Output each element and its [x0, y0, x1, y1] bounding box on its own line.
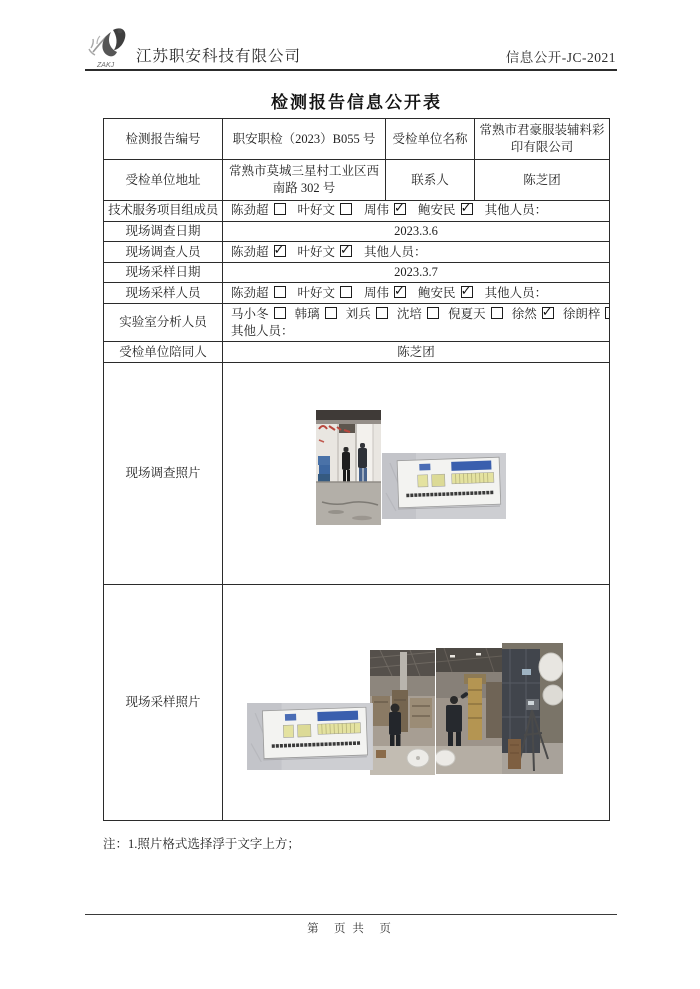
checkbox[interactable]	[394, 203, 406, 215]
lab-staff-label: 实验室分析人员	[119, 315, 207, 330]
member-item	[397, 307, 441, 321]
member-name: 刘兵	[345, 306, 371, 321]
photo-notice-board-survey	[382, 453, 506, 519]
sampling-photos-label: 现场采样照片	[125, 695, 201, 710]
unit-name-value: 常熟市君豪服装辅料彩印有限公司	[474, 119, 609, 159]
member-name: 倪夏天	[448, 306, 486, 321]
member-name: 韩璃	[294, 306, 320, 321]
member-item	[346, 307, 390, 321]
photo-notice-board-sampling	[247, 703, 373, 770]
survey-date-label: 现场调查日期	[125, 223, 201, 238]
photo-workshop-1	[370, 650, 435, 775]
member-item	[231, 307, 288, 321]
unit-name-label: 受检单位名称	[385, 119, 474, 159]
checkbox[interactable]	[340, 245, 352, 257]
checkbox[interactable]	[274, 307, 286, 319]
checkbox[interactable]	[427, 307, 439, 319]
member-name: 徐朗梓	[562, 306, 601, 321]
member-item	[295, 307, 339, 321]
survey-staff-members	[222, 242, 609, 262]
lab-staff-members	[222, 304, 609, 342]
sampling-date-value: 2023.3.7	[222, 263, 609, 283]
photo-workshop-2	[436, 648, 502, 774]
checkbox[interactable]	[461, 286, 473, 298]
doc-code: 信息公开-JC-2021	[505, 50, 616, 65]
photo-sampling-equipment	[502, 643, 563, 774]
row-survey-staff	[104, 242, 609, 263]
checkbox[interactable]	[274, 286, 286, 298]
member-item	[512, 307, 556, 321]
member-name: 周伟	[364, 203, 390, 218]
checkbox[interactable]	[461, 203, 473, 215]
member-item	[298, 202, 355, 219]
checkbox[interactable]	[340, 203, 352, 215]
lab-staff-line1	[231, 306, 609, 323]
service-team-members	[222, 201, 609, 221]
page-footer: 第 页 共 页	[307, 923, 393, 935]
survey-staff-label: 现场调查人员	[125, 244, 201, 259]
member-item	[364, 202, 408, 219]
other-personnel-label: 其他人员：	[484, 203, 548, 218]
row-unit-address	[104, 160, 609, 201]
member-item	[231, 285, 288, 302]
member-item	[298, 244, 355, 261]
row-lab-staff	[104, 304, 609, 343]
row-service-team	[104, 201, 609, 222]
checkbox[interactable]	[542, 307, 554, 319]
contact-value: 陈芝团	[474, 160, 609, 200]
photo-site-entrance	[316, 410, 381, 525]
checkbox[interactable]	[491, 307, 503, 319]
member-name: 叶好文	[297, 285, 336, 300]
survey-photos-label: 现场调查照片	[125, 466, 201, 481]
unit-address-label: 受检单位地址	[125, 172, 201, 187]
contact-label: 联系人	[385, 160, 474, 200]
escort-value: 陈芝团	[222, 342, 609, 362]
checkbox[interactable]	[605, 307, 609, 319]
svg-text:ZAKJ: ZAKJ	[97, 62, 115, 69]
member-item	[298, 285, 355, 302]
member-item	[231, 202, 288, 219]
checkbox[interactable]	[274, 203, 286, 215]
row-report-no	[104, 119, 609, 160]
member-name: 鲍安民	[418, 285, 456, 300]
sampling-staff-members	[222, 283, 609, 303]
row-escort	[104, 342, 609, 363]
company-name: 江苏职安科技有限公司	[136, 48, 302, 65]
row-sampling-staff	[104, 283, 609, 304]
checkbox[interactable]	[325, 307, 337, 319]
photo-format-note: 注：1.照片格式选择浮于文字上方；	[103, 837, 300, 851]
header-rule	[85, 69, 617, 71]
checkbox[interactable]	[340, 286, 352, 298]
report-no-value: 职安职检（2023）B055 号	[222, 119, 385, 159]
member-item	[418, 202, 475, 219]
other-personnel-label: 其他人员：	[364, 244, 427, 259]
member-item	[231, 244, 288, 261]
member-name: 徐然	[511, 306, 537, 321]
survey-date-value: 2023.3.6	[222, 222, 609, 242]
checkbox[interactable]	[394, 286, 406, 298]
other-personnel-label: 其他人员：	[231, 323, 294, 338]
member-item	[364, 285, 408, 302]
member-name: 周伟	[364, 285, 390, 300]
row-survey-date	[104, 222, 609, 243]
report-no-label: 检测报告编号	[125, 131, 201, 146]
escort-label: 受检单位陪同人	[119, 344, 207, 359]
other-personnel-label: 其他人员：	[484, 285, 548, 300]
member-name: 沈培	[396, 306, 422, 321]
sampling-date-label: 现场采样日期	[125, 265, 201, 280]
sampling-staff-label: 现场采样人员	[125, 285, 201, 300]
unit-address-value: 常熟市莫城三星村工业区西南路 302 号	[222, 160, 385, 200]
member-item	[418, 285, 475, 302]
member-item	[448, 307, 505, 321]
member-name: 叶好文	[297, 244, 336, 259]
member-name: 陈劲超	[231, 285, 269, 300]
page-title: 检测报告信息公开表	[271, 93, 442, 112]
member-name: 马小冬	[231, 306, 269, 321]
service-team-label: 技术服务项目组成员	[108, 203, 218, 218]
row-sampling-date	[104, 263, 609, 284]
checkbox[interactable]	[274, 245, 286, 257]
company-logo-icon	[87, 22, 135, 70]
footer-rule	[85, 914, 617, 915]
member-name: 陈劲超	[231, 244, 269, 259]
checkbox[interactable]	[376, 307, 388, 319]
member-name: 陈劲超	[231, 203, 269, 218]
member-name: 鲍安民	[418, 203, 456, 218]
member-name: 叶好文	[297, 203, 336, 218]
member-item	[563, 307, 609, 321]
